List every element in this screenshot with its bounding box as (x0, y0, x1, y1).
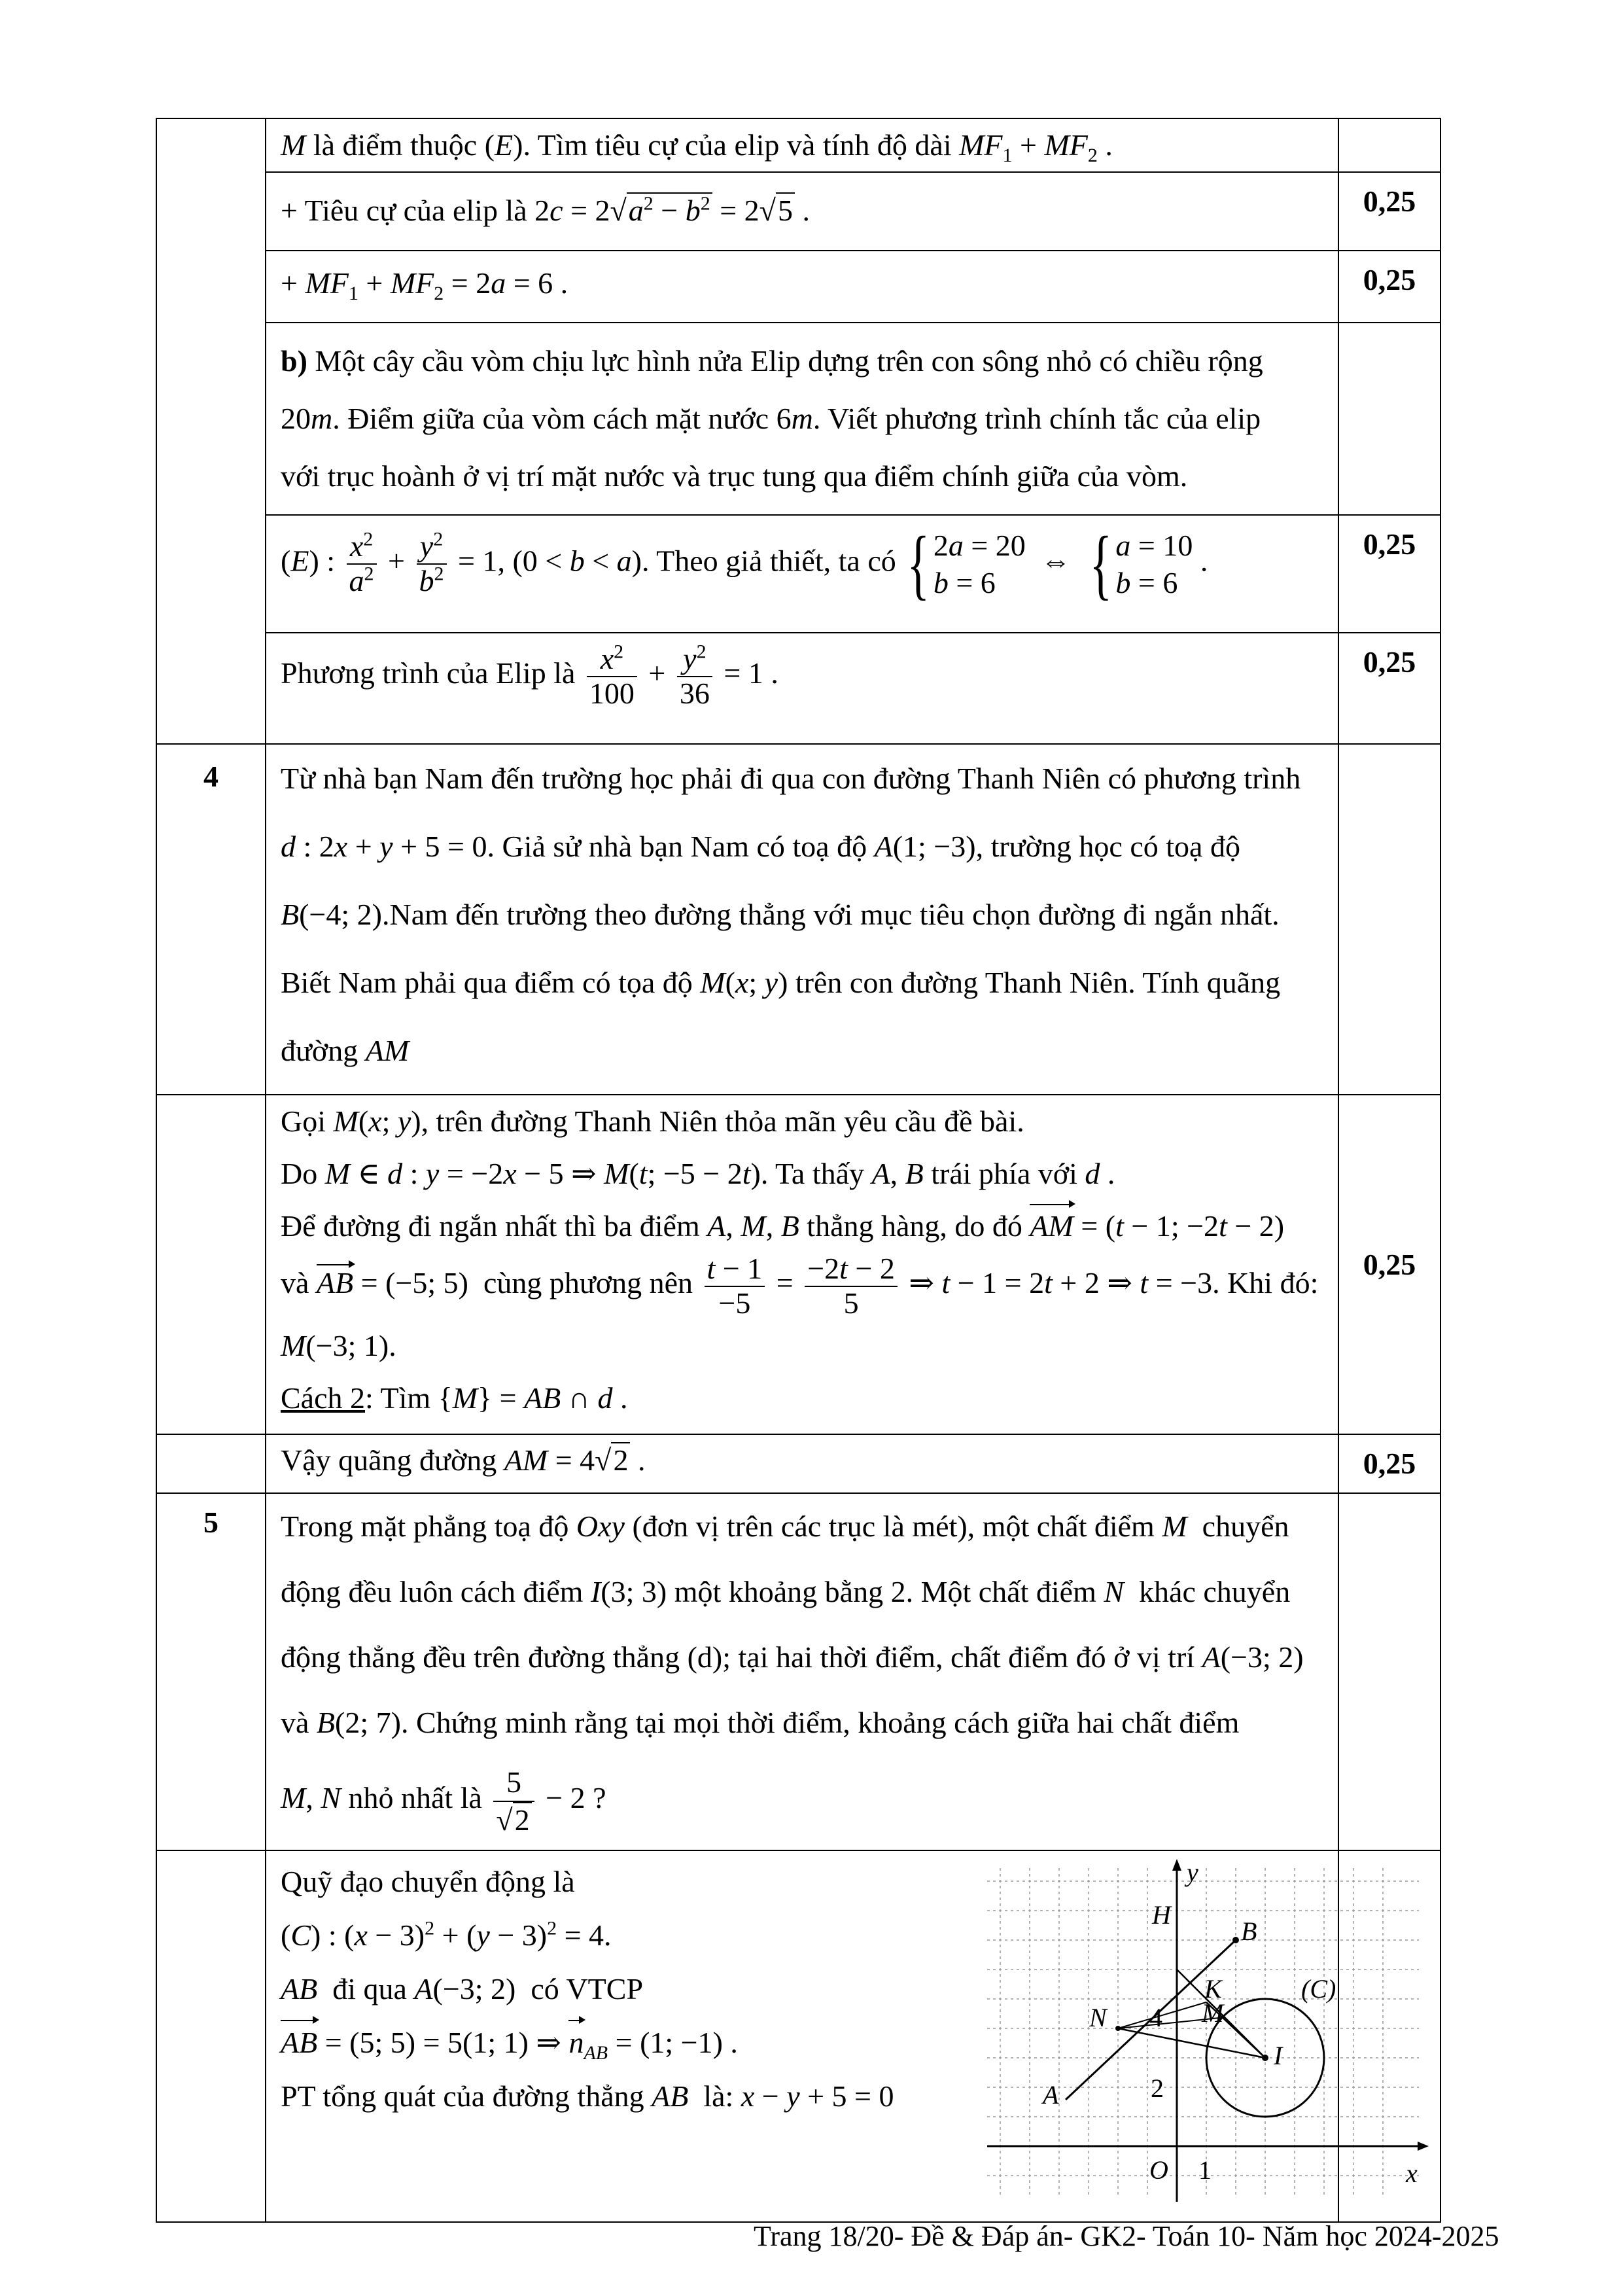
text: , trường học có toạ độ (975, 830, 1240, 863)
text: . Giả sử nhà bạn Nam có toạ độ (487, 830, 867, 863)
score-cell (1338, 323, 1440, 515)
text: Một cây cầu vòm chịu lực hình nửa Elip dựng trên con sông nhỏ có chiều rộng (315, 344, 1263, 378)
text: .Nam đến trường theo đường thẳng với mục tiêu chọn đường đi ngắn nhất. (381, 898, 1280, 931)
text: (đơn vị trên các trục là mét), một chất điểm (632, 1510, 1155, 1544)
text: trên con đường Thanh Niên. Tính quãng (795, 966, 1281, 999)
label-4: 4 (1149, 2003, 1162, 2033)
table-row (156, 1434, 1440, 1493)
label-h: H (1152, 1900, 1171, 1930)
label-m: M (1202, 1998, 1224, 2028)
text: động đều luôn cách điểm (281, 1575, 584, 1609)
text: : Tìm (365, 1381, 431, 1415)
content-cell: (E) : $\frac{x^2}{a^2}$ + $\frac{y^2}{b^2}$ = 1, (0 < b < a). Theo giả thiết, ta có { 2a = 20 b = 6 ⇔ { a = 10 b = 6 . (266, 515, 1338, 633)
label-y: y (1187, 1858, 1198, 1888)
text: là: (703, 2079, 734, 2113)
text: trái phía với (931, 1157, 1077, 1190)
text: Gọi (281, 1104, 326, 1138)
label-2: 2 (1151, 2074, 1164, 2104)
text: . Điểm giữa của vòm cách mặt nước (332, 402, 769, 435)
text: chuyển (1202, 1510, 1289, 1544)
text: Vậy quãng đường (281, 1443, 497, 1477)
text: có VTCP (531, 1972, 644, 2006)
point-i (1262, 2055, 1268, 2061)
label-a: A (1043, 2080, 1059, 2110)
content-cell: M là điểm thuộc (E). Tìm tiêu cự của elip và tính độ dài $MF_1 + MF_2$ . (266, 118, 1338, 172)
content-cell: b) Một cây cầu vòm chịu lực hình nửa Elip dựng trên con sông nhỏ có chiều rộng 20m. Điểm giữa của vòm cách mặt nước 6m. Viết phương trình chính tắc của elip với trục hoành ở vị trí mặt nước và trục tung qua điểm chính giữa của vòm. (266, 323, 1338, 515)
text: và (281, 1266, 309, 1300)
text: khác chuyển (1139, 1575, 1291, 1609)
text: . Viết phương trình chính tắc của elip (812, 402, 1261, 435)
table-row (156, 323, 1440, 515)
point-n (1115, 2026, 1121, 2031)
point-b (1232, 1937, 1239, 1943)
text: Cách 2 (281, 1381, 366, 1415)
part-label: b) (281, 344, 307, 378)
text: cùng phương nên (483, 1266, 693, 1300)
text: một khoảng bằng 2. Một chất điểm (674, 1575, 1096, 1609)
content-cell: Vậy quãng đường AM = 4√2 . (266, 1434, 1338, 1493)
label-b: B (1241, 1916, 1257, 1947)
score-r3: 0,25 (1338, 251, 1440, 323)
content-cell: + Tiêu cự của elip là $2c = 2√a^2 - b^2 = 2√5$ . (266, 172, 1338, 251)
text: Do (281, 1157, 318, 1190)
text: + (281, 266, 298, 300)
text: Trong mặt phẳng toạ độ (281, 1510, 569, 1544)
text: và (281, 1706, 309, 1740)
label-k: K (1204, 1974, 1222, 2004)
score-r5: 0,25 (1338, 515, 1440, 633)
content-cell (266, 1850, 1418, 2222)
label-x: x (1406, 2159, 1418, 2189)
table-row (156, 1493, 1440, 1850)
text: nhỏ nhất là (348, 1781, 482, 1815)
table-row (156, 744, 1440, 1095)
table-row (156, 515, 1440, 633)
label-1: 1 (1198, 2155, 1212, 2185)
segment-ni (1118, 2028, 1265, 2058)
page-footer: Trang 18/20- Đề & Đáp án- GK2- Toán 10- Năm học 2024-2025 (754, 2220, 1499, 2252)
q5-solution-text: Quỹ đạo chuyển động là (C) : $(x - 3)^2 + (y - 3)^2 = 4$. AB đi qua A(−3; 2) có VTCP AB = (5; 5) = 5(1; 1) ⇒ $n_{AB} = (1$; −1) . PT tổng quát của đường thẳng AB là: x − y + 5 = 0 (281, 1855, 974, 2123)
score-r2: 0,25 (1338, 172, 1440, 251)
score-cell (1338, 118, 1440, 172)
text: . Ta thấy (760, 1157, 865, 1190)
text: PT tổng quát của đường thẳng (281, 2079, 644, 2113)
label-c: (C) (1301, 1974, 1336, 2004)
question-number-cell (156, 118, 266, 744)
text: . Chứng minh rằng tại mọi thời điểm, khoảng cách giữa hai chất điểm (400, 1706, 1240, 1740)
empty-cell (156, 1095, 266, 1434)
label-n: N (1089, 2003, 1107, 2033)
table-row (156, 118, 1440, 172)
x-axis-arrow (1418, 2142, 1429, 2151)
table-row (156, 1850, 1440, 2222)
score-r6: 0,25 (1338, 633, 1440, 744)
text: Biết Nam phải qua điểm có tọa độ (281, 966, 693, 999)
table-row (156, 172, 1440, 251)
text: với trục hoành ở vị trí mặt nước và trục tung qua điểm chính giữa của vòm. (281, 459, 1188, 493)
score-cell (1338, 744, 1440, 1095)
text: + Tiêu cự của elip là (281, 194, 527, 227)
text: đi qua (332, 1972, 407, 2006)
empty-cell (156, 1434, 266, 1493)
text: là điểm thuộc (313, 128, 478, 162)
table-row (156, 633, 1440, 744)
content-cell: Gọi M(x; y), trên đường Thanh Niên thỏa mãn yêu cầu đề bài. Do M ∈ d : y = −2x − 5 ⇒ M(t; −5 − 2t). Ta thấy A, B trái phía với d . Để đường đi ngắn nhất thì ba điểm A, M, B thẳng hàng, do đó AM = (t − 1; −2t − 2) và AB = (−5; 5) cùng phương nên $\frac{t - 1}{-5}$ = $\frac{-2t - 2}{5}$ ⇒ t − 1 = 2t + 2 ⇒ t = −3. Khi đó: M(−3; 1). Cách 2: Tìm {M} = AB ∩ d . (266, 1095, 1338, 1434)
text: Từ nhà bạn Nam đến trường học phải đi qua con đường Thanh Niên có phương trình (281, 762, 1301, 795)
text: . Theo giả thiết, ta có (641, 544, 896, 578)
text: Phương trình của Elip là (281, 656, 576, 690)
y-axis-arrow (1172, 1859, 1181, 1871)
table-row (156, 1095, 1440, 1434)
text: , trên đường Thanh Niên thỏa mãn yêu cầu đề bài. (421, 1104, 1024, 1138)
label-o: O (1149, 2155, 1168, 2185)
text: thẳng hàng, do đó (807, 1209, 1022, 1243)
text: đường (281, 1034, 358, 1067)
text: Quỹ đạo chuyển động là (281, 1865, 575, 1899)
content-cell: + $MF_1 + MF_2 = 2a = 6$ . (266, 251, 1338, 323)
answer-table (156, 118, 1441, 2223)
table-row (156, 251, 1440, 323)
score-cell (1338, 1493, 1440, 1850)
content-cell: Phương trình của Elip là $\frac{x^2}{100}$ + $\frac{y^2}{36}$ = 1 . (266, 633, 1338, 744)
text: động thẳng đều trên đường thẳng (d); tại hai thời điểm, chất điểm đó ở vị trí (281, 1640, 1195, 1674)
question-number: 5 (156, 1493, 266, 1850)
empty-cell (156, 1850, 266, 2222)
text: . Tìm tiêu cự của elip và tính độ dài (523, 128, 952, 162)
score-q4: 0,25 (1338, 1095, 1440, 1434)
text: Để đường đi ngắn nhất thì ba điểm (281, 1209, 700, 1243)
content-cell: Từ nhà bạn Nam đến trường học phải đi qua con đường Thanh Niên có phương trình d : 2x + y + 5 = 0. Giả sử nhà bạn Nam có toạ độ A(1; −3), trường học có toạ độ B(−4; 2).Nam đến trường theo đường thẳng với mục tiêu chọn đường đi ngắn nhất. Biết Nam phải qua điểm có tọa độ M(x; y) trên con đường Thanh Niên. Tính quãng đường AM (266, 744, 1338, 1095)
q5-solution (281, 1855, 1418, 2221)
content-cell: Trong mặt phẳng toạ độ Oxy (đơn vị trên các trục là mét), một chất điểm M chuyển động đều luôn cách điểm I(3; 3) một khoảng bằng 2. Một chất điểm N khác chuyển động thẳng đều trên đường thẳng (d); tại hai thời điểm, chất điểm đó ở vị trí A(−3; 2) và B(2; 7). Chứng minh rằng tại mọi thời điểm, khoảng cách giữa hai chất điểm M, N nhỏ nhất là $\frac{5}{√2}$ − 2 ? (266, 1493, 1338, 1850)
text: . Khi đó: (1212, 1266, 1319, 1300)
coordinate-graph (974, 1855, 1432, 2208)
score-q4b: 0,25 (1338, 1434, 1440, 1493)
question-number: 4 (156, 744, 266, 1095)
label-i: I (1274, 2041, 1283, 2071)
